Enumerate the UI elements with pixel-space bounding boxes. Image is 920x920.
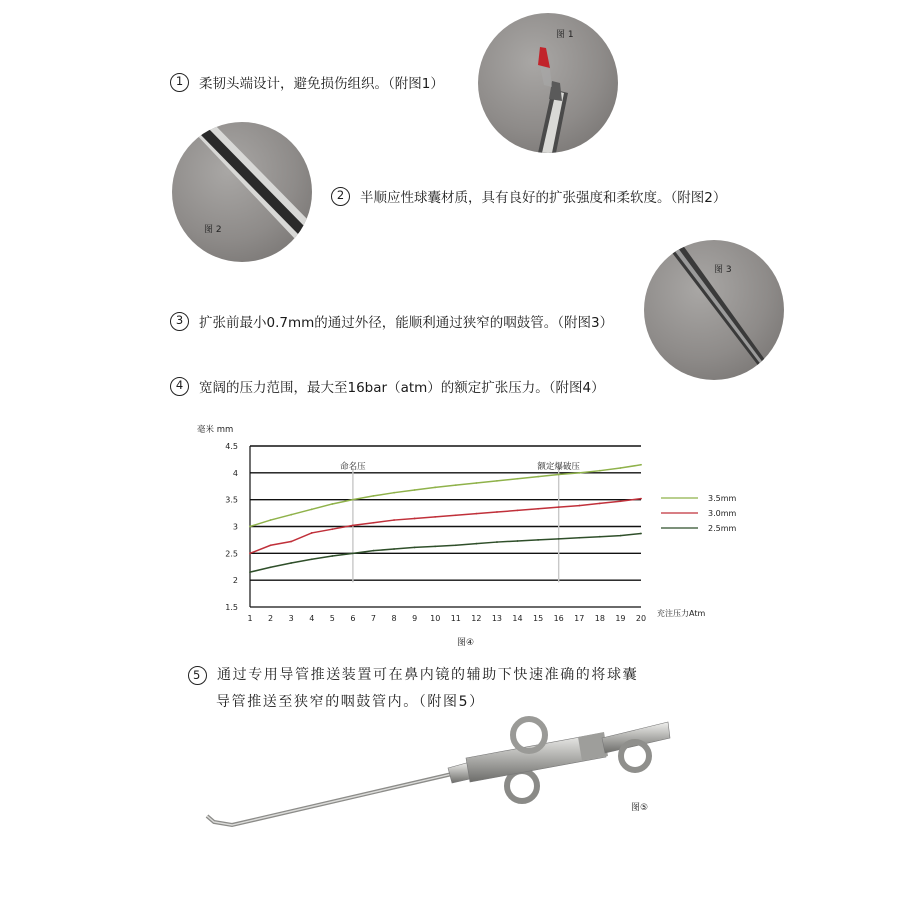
feature-4-text: 宽阔的压力范围，最大至16bar（atm）的额定扩张压力。（附图4）: [199, 380, 605, 396]
x-tick-label-11: 11: [450, 614, 461, 623]
x-tick-label-1: 1: [247, 614, 253, 623]
x-tick-label-3: 3: [288, 614, 294, 623]
x-tick-label-5: 5: [329, 614, 335, 623]
x-tick-label-13: 13: [491, 614, 503, 623]
x-tick-label-20: 20: [635, 614, 647, 623]
x-tick-label-2: 2: [268, 614, 274, 623]
figure-1-label: 图 1: [556, 30, 574, 40]
x-tick-label-15: 15: [533, 614, 544, 623]
figure-3-label: 图 3: [714, 265, 732, 275]
figure-5-caption: 图⑤: [631, 803, 649, 813]
annotation-label-0: 命名压: [340, 462, 366, 472]
feature-3-text: 扩张前最小0.7mm的通过外径，能顺利通过狭窄的咽鼓管。（附图3）: [199, 315, 614, 331]
x-axis-label: 充注压力Atm: [657, 609, 706, 618]
legend-label-3.5mm: 3.5mm: [708, 494, 737, 503]
x-tick-label-8: 8: [391, 614, 397, 623]
x-tick-label-7: 7: [370, 614, 377, 623]
y-tick-label-4.5: 4.5: [225, 442, 238, 451]
feature-1-number: 1: [170, 73, 189, 92]
feature-2-number: 2: [331, 187, 350, 206]
x-tick-label-9: 9: [412, 614, 418, 623]
feature-3-number: 3: [170, 312, 189, 331]
y-axis-label: 毫米 mm: [197, 425, 234, 435]
figure-2-label: 图 2: [204, 225, 222, 235]
y-tick-label-3.5: 3.5: [225, 495, 238, 505]
x-tick-label-4: 4: [309, 614, 315, 623]
y-tick-label-1.5: 1.5: [225, 603, 238, 612]
y-tick-label-2: 2: [232, 576, 238, 586]
chart-caption: 图④: [456, 638, 475, 648]
x-tick-label-19: 19: [615, 614, 626, 623]
x-tick-label-14: 14: [512, 614, 523, 623]
y-tick-label-4: 4: [232, 468, 238, 478]
x-tick-label-18: 18: [594, 614, 605, 623]
x-tick-label-16: 16: [553, 614, 564, 623]
legend-label-2.5mm: 2.5mm: [708, 524, 737, 533]
feature-5-line2: 导管推送至狭窄的咽鼓管内。（附图5）: [216, 694, 485, 710]
x-tick-label-10: 10: [430, 614, 441, 623]
feature-2-text: 半顺应性球囊材质，具有良好的扩张强度和柔软度。（附图2）: [360, 190, 727, 206]
feature-1-text: 柔韧头端设计，避免损伤组织。（附图1）: [199, 76, 444, 92]
feature-5-line1: 通过专用导管推送装置可在鼻内镜的辅助下快速准确的将球囊: [217, 667, 639, 683]
x-tick-label-6: 6: [350, 614, 356, 623]
y-tick-label-3: 3: [232, 522, 238, 532]
annotation-label-1: 额定爆破压: [537, 462, 580, 472]
legend-label-3.0mm: 3.0mm: [708, 509, 737, 518]
feature-5-number: 5: [188, 666, 207, 685]
feature-4-number: 4: [170, 377, 189, 396]
x-tick-label-12: 12: [471, 614, 482, 623]
y-tick-label-2.5: 2.5: [225, 549, 238, 559]
x-tick-label-17: 17: [574, 614, 585, 623]
